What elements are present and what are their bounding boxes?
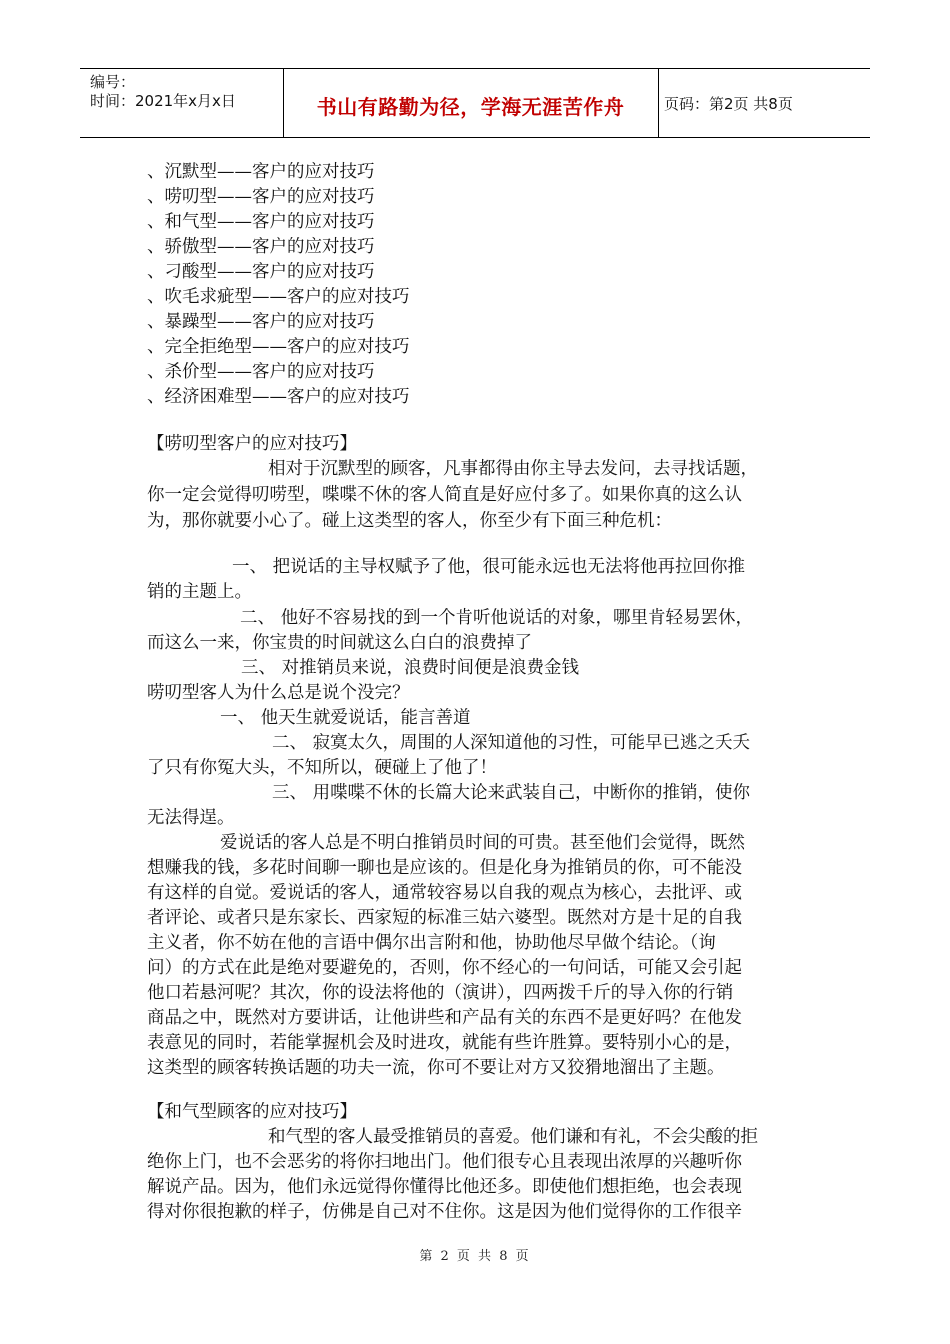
list-item: 三、 对推销员来说，浪费时间便是浪费金钱	[241, 658, 580, 678]
paragraph-line: 解说产品。因为，他们永远觉得你懂得比他还多。即使他们想拒绝，也会表现	[147, 1177, 742, 1197]
toc-item: 、暴躁型——客户的应对技巧	[147, 312, 375, 332]
toc-item: 、完全拒绝型——客户的应对技巧	[147, 337, 410, 357]
paragraph-line: 主义者，你不妨在他的言语中偶尔出言附和他，协助他尽早做个结论。（询	[147, 933, 716, 953]
toc-item: 、和气型——客户的应对技巧	[147, 212, 375, 232]
paragraph-line: 者评论、或者只是东家长、西家短的标准三姑六婆型。既然对方是十足的自我	[147, 908, 742, 928]
paragraph-line: 他口若悬河呢？其次，你的设法将他的（演讲），四两拨千斤的导入你的行销	[147, 983, 734, 1003]
paragraph-line: 爱说话的客人总是不明白推销员时间的可贵。甚至他们会觉得，既然	[220, 833, 745, 853]
list-item: 三、 用喋喋不休的长篇大论来武装自己，中断你的推销，使你	[272, 783, 751, 803]
page-footer: 第 2 页 共 8 页	[419, 1249, 531, 1264]
paragraph-line: 销的主题上。	[147, 582, 252, 602]
paragraph-line: 这类型的顾客转换话题的功夫一流，你可不要让对方又狡猾地溜出了主题。	[147, 1058, 725, 1078]
paragraph-line: 和气型的客人最受推销员的喜爱。他们谦和有礼，不会尖酸的拒	[268, 1127, 758, 1147]
toc-item: 、沉默型——客户的应对技巧	[147, 162, 375, 182]
paragraph-line: 有这样的自觉。爱说话的客人，通常较容易以自我的观点为核心，去批评、或	[147, 883, 742, 903]
toc-item: 、吹毛求疵型——客户的应对技巧	[147, 287, 410, 307]
toc-item: 、经济困难型——客户的应对技巧	[147, 387, 410, 407]
paragraph-line: 问）的方式在此是绝对要避免的，否则，你不经心的一句问话，可能又会引起	[147, 958, 742, 978]
header-page-info: 页码：第2页 共8页	[664, 95, 793, 113]
paragraph-line: 你一定会觉得叨唠型，喋喋不休的客人简直是好应付多了。如果你真的这么认	[147, 485, 742, 505]
toc-item: 、唠叨型——客户的应对技巧	[147, 187, 375, 207]
paragraph-line: 而这么一来，你宝贵的时间就这么白白的浪费掉了	[147, 633, 532, 653]
section-heading: 【和气型顾客的应对技巧】	[147, 1102, 357, 1122]
paragraph-line: 想赚我的钱，多花时间聊一聊也是应该的。但是化身为推销员的你，可不能没	[147, 858, 742, 878]
list-item: 二、 他好不容易找的到一个肯听他说话的对象，哪里肯轻易罢休，	[240, 608, 754, 628]
paragraph-line: 为，那你就要小心了。碰上这类型的客人，你至少有下面三种危机：	[147, 511, 672, 531]
paragraph-line: 得对你很抱歉的样子，仿佛是自己对不住你。这是因为他们觉得你的工作很辛	[147, 1202, 742, 1222]
toc-item: 、杀价型——客户的应对技巧	[147, 362, 375, 382]
date-label: 时间：2021年x月x日	[90, 92, 236, 110]
list-item: 一、 他天生就爱说话，能言善道	[220, 708, 471, 728]
paragraph-line: 商品之中，既然对方要讲话，让他讲些和产品有关的东西不是更好吗？在他发	[147, 1008, 742, 1028]
toc-item: 、骄傲型——客户的应对技巧	[147, 237, 375, 257]
toc-item: 、刁酸型——客户的应对技巧	[147, 262, 375, 282]
serial-number-label: 编号：	[90, 73, 136, 91]
paragraph-line: 表意见的同时，若能掌握机会及时进攻，就能有些许胜算。要特别小心的是，	[147, 1033, 742, 1053]
paragraph-line: 无法得逞。	[147, 808, 235, 828]
section-heading: 【唠叨型客户的应对技巧】	[147, 434, 357, 454]
list-item: 一、 把说话的主导权赋予了他，很可能永远也无法将他再拉回你推	[232, 557, 746, 577]
list-item: 二、 寂寞太久，周围的人深知道他的习性，可能早已逃之夭夭	[272, 733, 751, 753]
header-motto: 书山有路勤为径，学海无涯苦作舟	[316, 95, 625, 119]
paragraph-line: 了只有你冤大头，不知所以，硬碰上了他了！	[147, 758, 497, 778]
subheading: 唠叨型客人为什么总是说个没完？	[147, 683, 410, 703]
paragraph-line: 绝你上门，也不会恶劣的将你扫地出门。他们很专心且表现出浓厚的兴趣听你	[147, 1152, 742, 1172]
paragraph-line: 相对于沉默型的顾客，凡事都得由你主导去发问，去寻找话题，	[268, 459, 758, 479]
